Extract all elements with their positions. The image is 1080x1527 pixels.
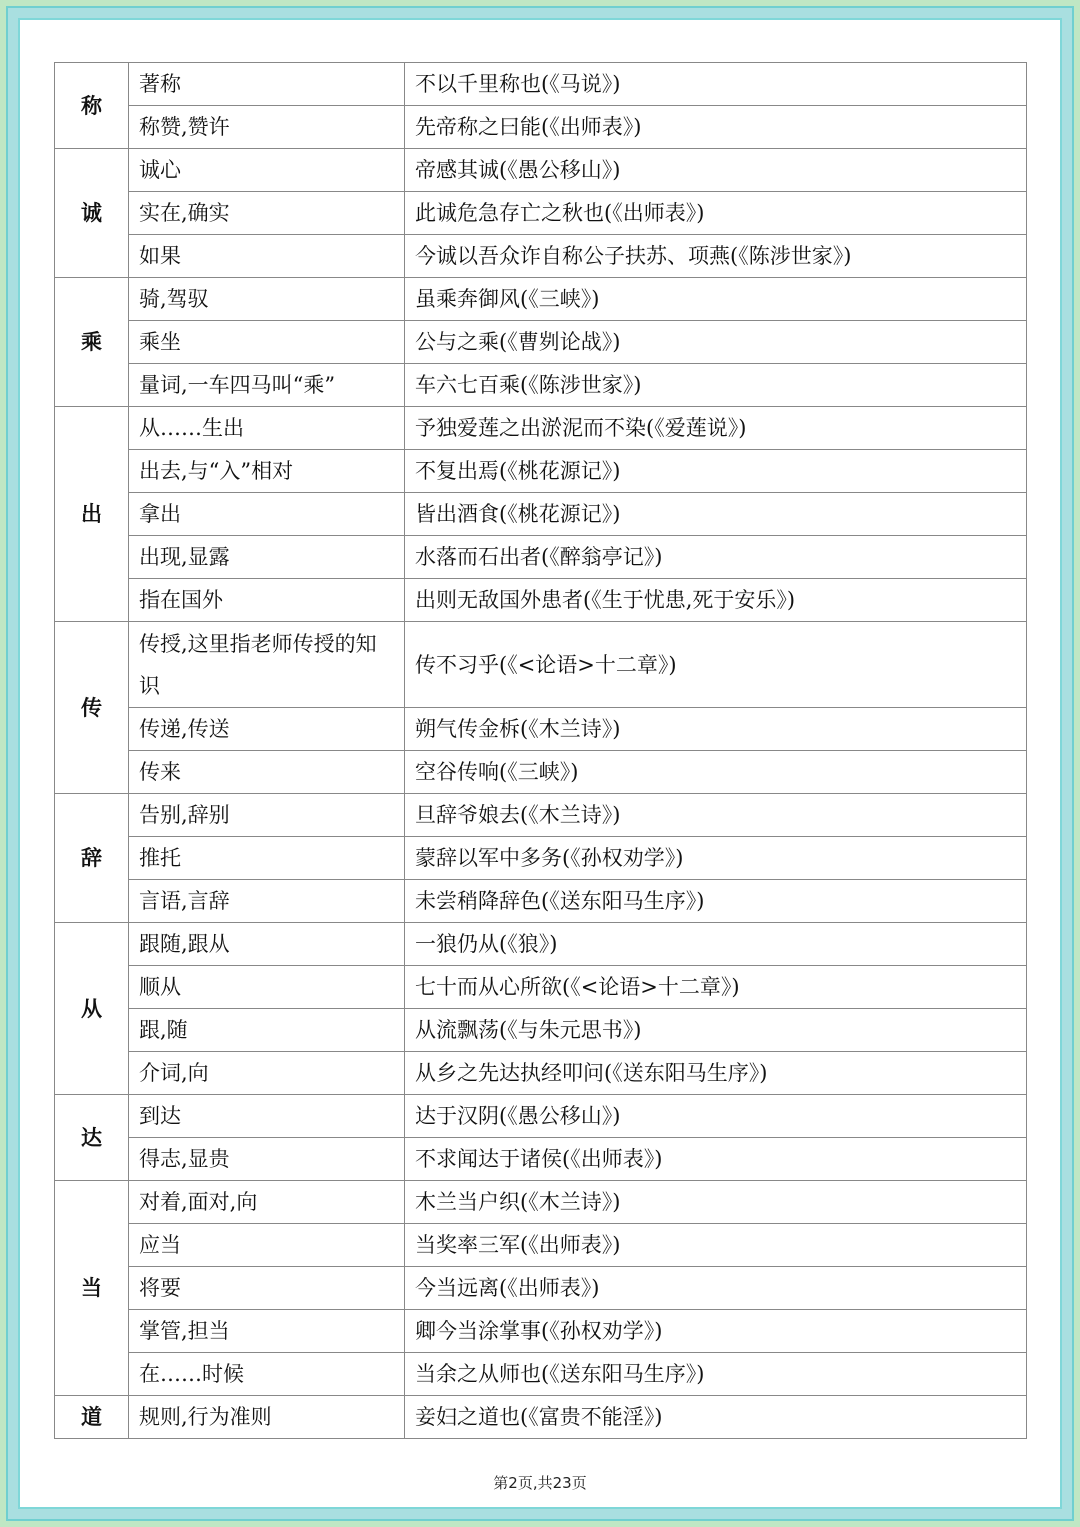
example-cell: 七十而从心所欲(《<论语>十二章》) — [405, 966, 1027, 1009]
head-character: 道 — [55, 1396, 129, 1439]
example-cell: 旦辞爷娘去(《木兰诗》) — [405, 794, 1027, 837]
example-cell: 车六七百乘(《陈涉世家》) — [405, 364, 1027, 407]
meaning-cell: 在……时候 — [129, 1353, 405, 1396]
head-character: 从 — [55, 923, 129, 1095]
meaning-cell: 对着,面对,向 — [129, 1181, 405, 1224]
head-character: 称 — [55, 63, 129, 149]
table-row — [55, 149, 1027, 192]
meaning-cell: 从……生出 — [129, 407, 405, 450]
example-cell: 不求闻达于诸侯(《出师表》) — [405, 1138, 1027, 1181]
table-row — [55, 880, 1027, 923]
meaning-cell: 告别,辞别 — [129, 794, 405, 837]
meaning-cell: 著称 — [129, 63, 405, 106]
example-cell: 帝感其诚(《愚公移山》) — [405, 149, 1027, 192]
table-row — [55, 192, 1027, 235]
example-cell: 此诚危急存亡之秋也(《出师表》) — [405, 192, 1027, 235]
example-cell: 朔气传金柝(《木兰诗》) — [405, 708, 1027, 751]
table-row — [55, 837, 1027, 880]
head-character: 达 — [55, 1095, 129, 1181]
example-cell: 达于汉阴(《愚公移山》) — [405, 1095, 1027, 1138]
table-row — [55, 407, 1027, 450]
meaning-cell: 诚心 — [129, 149, 405, 192]
table-row — [55, 450, 1027, 493]
example-cell: 不复出焉(《桃花源记》) — [405, 450, 1027, 493]
example-cell: 水落而石出者(《醉翁亭记》) — [405, 536, 1027, 579]
table-row — [55, 493, 1027, 536]
meaning-cell: 介词,向 — [129, 1052, 405, 1095]
meaning-cell: 得志,显贵 — [129, 1138, 405, 1181]
example-cell: 卿今当涂掌事(《孙权劝学》) — [405, 1310, 1027, 1353]
table-row — [55, 622, 1027, 708]
meaning-cell: 掌管,担当 — [129, 1310, 405, 1353]
head-character: 当 — [55, 1181, 129, 1396]
meaning-cell: 传授,这里指老师传授的知识 — [129, 622, 405, 708]
head-character: 诚 — [55, 149, 129, 278]
meaning-cell: 跟随,跟从 — [129, 923, 405, 966]
example-cell: 出则无敌国外患者(《生于忧患,死于安乐》) — [405, 579, 1027, 622]
meaning-cell: 言语,言辞 — [129, 880, 405, 923]
example-cell: 当余之从师也(《送东阳马生序》) — [405, 1353, 1027, 1396]
vocabulary-table — [54, 62, 1027, 1439]
head-character: 传 — [55, 622, 129, 794]
meaning-cell: 量词,一车四马叫“乘” — [129, 364, 405, 407]
example-cell: 蒙辞以军中多务(《孙权劝学》) — [405, 837, 1027, 880]
table-row — [55, 1095, 1027, 1138]
table-row — [55, 1052, 1027, 1095]
meaning-cell: 规则,行为准则 — [129, 1396, 405, 1439]
page-number: 第2页,共23页 — [493, 1474, 587, 1492]
meaning-cell: 乘坐 — [129, 321, 405, 364]
table-row — [55, 1181, 1027, 1224]
table-row — [55, 923, 1027, 966]
head-character: 出 — [55, 407, 129, 622]
table-row — [55, 278, 1027, 321]
example-cell: 先帝称之曰能(《出师表》) — [405, 106, 1027, 149]
example-cell: 当奖率三军(《出师表》) — [405, 1224, 1027, 1267]
meaning-cell: 顺从 — [129, 966, 405, 1009]
meaning-cell: 指在国外 — [129, 579, 405, 622]
meaning-cell: 称赞,赞许 — [129, 106, 405, 149]
example-cell: 公与之乘(《曹刿论战》) — [405, 321, 1027, 364]
head-character: 辞 — [55, 794, 129, 923]
table-row — [55, 321, 1027, 364]
table-row — [55, 1310, 1027, 1353]
example-cell: 从流飘荡(《与朱元思书》) — [405, 1009, 1027, 1052]
table-row — [55, 751, 1027, 794]
example-cell: 不以千里称也(《马说》) — [405, 63, 1027, 106]
table-row — [55, 966, 1027, 1009]
example-cell: 空谷传响(《三峡》) — [405, 751, 1027, 794]
meaning-cell: 到达 — [129, 1095, 405, 1138]
example-cell: 传不习乎(《<论语>十二章》) — [405, 622, 1027, 708]
table-row — [55, 1224, 1027, 1267]
meaning-cell: 拿出 — [129, 493, 405, 536]
table-row — [55, 1267, 1027, 1310]
example-cell: 未尝稍降辞色(《送东阳马生序》) — [405, 880, 1027, 923]
table-row — [55, 1396, 1027, 1439]
table-row — [55, 794, 1027, 837]
table-row — [55, 106, 1027, 149]
example-cell: 从乡之先达执经叩问(《送东阳马生序》) — [405, 1052, 1027, 1095]
meaning-cell: 传来 — [129, 751, 405, 794]
meaning-cell: 应当 — [129, 1224, 405, 1267]
meaning-cell: 传递,传送 — [129, 708, 405, 751]
example-cell: 虽乘奔御风(《三峡》) — [405, 278, 1027, 321]
table-row — [55, 1353, 1027, 1396]
table-row — [55, 235, 1027, 278]
head-character: 乘 — [55, 278, 129, 407]
table-row — [55, 1138, 1027, 1181]
meaning-cell: 出去,与“入”相对 — [129, 450, 405, 493]
meaning-cell: 骑,驾驭 — [129, 278, 405, 321]
example-cell: 妾妇之道也(《富贵不能淫》) — [405, 1396, 1027, 1439]
meaning-cell: 出现,显露 — [129, 536, 405, 579]
example-cell: 今当远离(《出师表》) — [405, 1267, 1027, 1310]
table-row — [55, 536, 1027, 579]
example-cell: 今诚以吾众诈自称公子扶苏、项燕(《陈涉世家》) — [405, 235, 1027, 278]
meaning-cell: 实在,确实 — [129, 192, 405, 235]
table-row — [55, 708, 1027, 751]
table-row — [55, 63, 1027, 106]
table-row — [55, 364, 1027, 407]
meaning-cell: 将要 — [129, 1267, 405, 1310]
table-row — [55, 579, 1027, 622]
vocabulary-table-body — [55, 63, 1027, 1439]
example-cell: 木兰当户织(《木兰诗》) — [405, 1181, 1027, 1224]
meaning-cell: 跟,随 — [129, 1009, 405, 1052]
example-cell: 一狼仍从(《狼》) — [405, 923, 1027, 966]
table-row — [55, 1009, 1027, 1052]
meaning-cell: 推托 — [129, 837, 405, 880]
meaning-cell: 如果 — [129, 235, 405, 278]
example-cell: 予独爱莲之出淤泥而不染(《爱莲说》) — [405, 407, 1027, 450]
example-cell: 皆出酒食(《桃花源记》) — [405, 493, 1027, 536]
